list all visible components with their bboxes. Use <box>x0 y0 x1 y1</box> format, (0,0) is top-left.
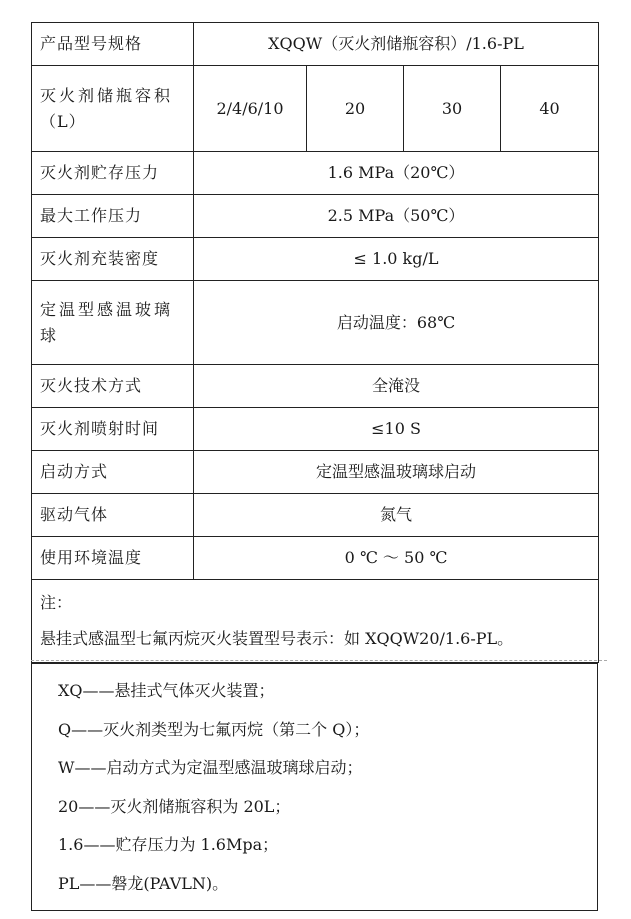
row-value-discharge-time: ≤10 S <box>194 408 599 451</box>
note-title: 注： <box>40 593 73 612</box>
legend-item: Q——灭火剂类型为七氟丙烷（第二个 Q）； <box>58 719 370 739</box>
row-label-volume <box>32 66 194 152</box>
table-row <box>32 365 599 408</box>
table-row <box>32 408 599 451</box>
row-value-drive-gas: 氮气 <box>194 494 599 537</box>
legend-item: PL——磐龙(PAVLN)。 <box>58 873 229 893</box>
table-row <box>32 494 599 537</box>
note-cell <box>32 580 599 663</box>
row-label-storage-pressure: 灭火剂贮存压力 <box>32 152 194 195</box>
table-row <box>32 23 599 66</box>
note-text: 悬挂式感温型七氟丙烷灭火装置型号表示：如 XQQW20/1.6-PL。 <box>40 629 514 648</box>
row-label-ambient-temp: 使用环境温度 <box>32 537 194 580</box>
row-label-max-pressure: 最大工作压力 <box>32 195 194 238</box>
model-legend-box <box>31 663 598 911</box>
row-label-glass-bulb <box>32 281 194 365</box>
row-value-model: XQQW（灭火剂储瓶容积）/1.6-PL <box>194 23 599 66</box>
volume-cell-2: 20 <box>307 66 404 152</box>
volume-cell-4: 40 <box>501 66 599 152</box>
section-divider <box>31 660 607 661</box>
row-label-volume-line1: 灭火剂储瓶容积 <box>40 85 174 105</box>
table-row <box>32 281 599 365</box>
row-value-start-method: 定温型感温玻璃球启动 <box>194 451 599 494</box>
table-row <box>32 537 599 580</box>
row-label-discharge-time: 灭火剂喷射时间 <box>32 408 194 451</box>
table-row <box>32 238 599 281</box>
row-label-model: 产品型号规格 <box>32 23 194 66</box>
table-row <box>32 152 599 195</box>
row-value-technique: 全淹没 <box>194 365 599 408</box>
table-row <box>32 66 599 152</box>
row-label-start-method: 启动方式 <box>32 451 194 494</box>
row-value-glass-bulb: 启动温度：68℃ <box>194 281 599 365</box>
row-label-volume-line2: （L） <box>40 111 86 131</box>
row-label-glass-bulb-line2: 球 <box>40 325 58 345</box>
row-value-ambient-temp: 0 ℃ ～ 50 ℃ <box>194 537 599 580</box>
row-label-glass-bulb-line1: 定温型感温玻璃 <box>40 299 174 319</box>
volume-cell-1: 2/4/6/10 <box>194 66 307 152</box>
legend-item: 1.6——贮存压力为 1.6Mpa； <box>58 835 279 854</box>
legend-item: W——启动方式为定温型感温玻璃球启动； <box>58 758 363 777</box>
row-value-max-pressure: 2.5 MPa（50℃） <box>194 195 599 238</box>
row-label-fill-density: 灭火剂充装密度 <box>32 238 194 281</box>
legend-item: 20——灭火剂储瓶容积为 20L； <box>58 796 291 816</box>
spec-table <box>31 22 599 663</box>
row-label-technique: 灭火技术方式 <box>32 365 194 408</box>
legend-item: XQ——悬挂式气体灭火装置； <box>58 681 275 700</box>
volume-cell-3: 30 <box>404 66 501 152</box>
table-row <box>32 195 599 238</box>
table-row <box>32 451 599 494</box>
row-label-drive-gas: 驱动气体 <box>32 494 194 537</box>
row-value-fill-density: ≤ 1.0 kg/L <box>194 238 599 281</box>
row-value-storage-pressure: 1.6 MPa（20℃） <box>194 152 599 195</box>
table-row <box>32 580 599 663</box>
